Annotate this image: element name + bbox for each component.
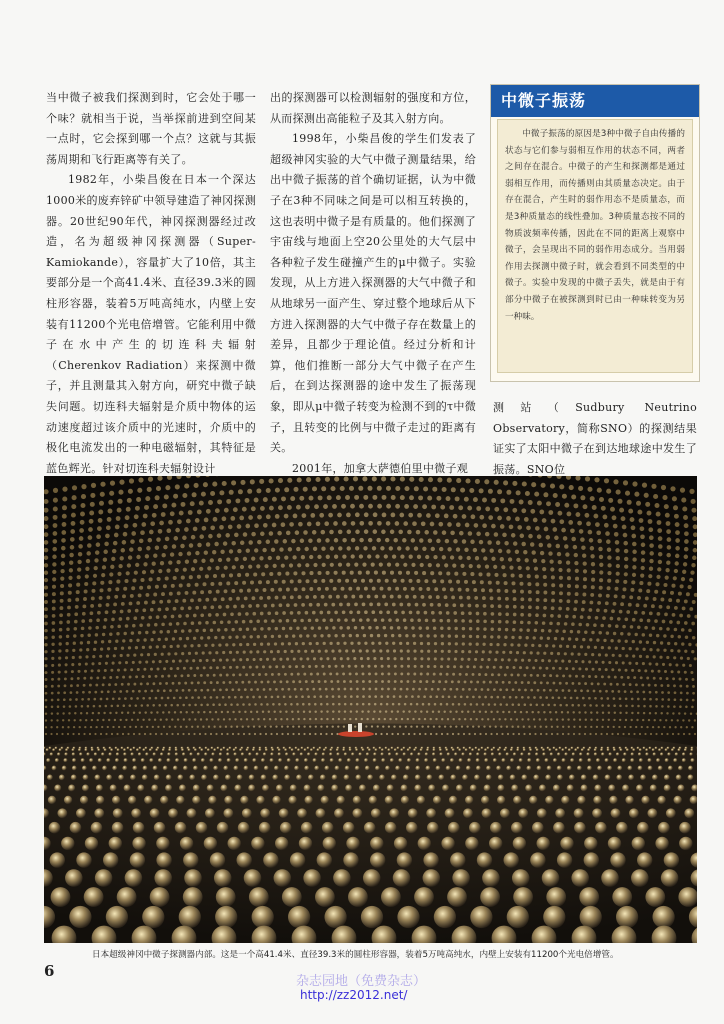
detector-photo-illustration	[44, 476, 697, 943]
paragraph: 2001年，加拿大萨德伯里中微子观	[292, 461, 469, 475]
paragraph: 测站（Sudbury Neutrino Observatory，简称SNO）的探测结果证实了太阳中微子在到达地球途中发生了振荡。SNO位	[493, 401, 697, 476]
article-column-3	[493, 398, 697, 480]
sidebar-body: 中微子振荡的原因是3种中微子自由传播的状态与它们参与弱相互作用的状态不同，两者之间存在混合。中微子的产生和探测都是通过弱相互作用，而传播则由其质量态决定。由于存在混合，产生时的弱作用态不是质量态，而是3种质量态的线性叠加。3种质量态按不同的物质波频率传播，因此在不同的距离上观察中微子，会呈现出不同的弱作用态成分。当用弱作用去探测中微子时，就会看到不同类型的中微子。实验中发现的中微子丢失，就是由于有部分中微子在被探测到时已由一种味转变为另一种味。	[497, 119, 693, 373]
paragraph: 1998年，小柴昌俊的学生们发表了超级神冈实验的大气中微子测量结果，给出中微子振荡的首个确切证据，认为中微子在3种不同味之间是可以相互转换的，这也表明中微子是有质量的。他们探测了宇宙线与地面上空20公里处的大气层中各种粒子发生碰撞产生的μ中微子。实验发现，从上方进入探测器的大气中微子和从地球另一面产生、穿过整个地球后从下方进入探测器的大气中微子存在数量上的差异，且都少于理论值。经过分析和计算，他们推断一部分大气中微子在产生后，在到达探测器的途中发生了振荡现象，即从μ中微子转变为检测不到的τ中微子，且转变的比例与中微子走过的距离有关。	[270, 132, 476, 455]
watermark-text: 杂志园地（免费杂志）	[296, 974, 427, 989]
paragraph: 出的探测器可以检测辐射的强度和方位，从而探测出高能粒子及其入射方向。	[270, 91, 476, 125]
sidebar-title: 中微子振荡	[491, 85, 699, 117]
paragraph: 当中微子被我们探测到时，它会处于哪一个味？就相当于说，当举探前进到空间某一点时，它会探到哪一个点？这就与其振荡周期和飞行距离等有关了。	[46, 91, 256, 166]
paragraph: 1982年，小柴昌俊在日本一个深达1000米的废弃锌矿中领导建造了神冈探测器。20世纪90年代，神冈探测器经过改造，名为超级神冈探测器（Super-Kamiokande），容量扩大了10倍，其主要部分是一个高41.4米、直径39.3米的圆柱形容器，装着5万吨高纯水，内壁上安装有11200个光电倍增管。它能利用中微子在水中产生的切连科夫辐射（Cherenkov Radiation）来探测中微子，并且测量其入射方向，研究中微子缺失问题。切连科夫辐射是介质中物体的运动速度超过该介质中的光速时，介质中的极化电流发出的一种电磁辐射，其特征是蓝色辉光。针对切连科夫辐射设计	[46, 173, 256, 475]
article-column-1	[46, 88, 256, 479]
sidebar-box	[490, 84, 700, 382]
article-column-2	[270, 88, 476, 479]
figure-caption: 日本超级神冈中微子探测器内部。这是一个高41.4米、直径39.3米的圆柱形容器，装着5万吨高纯水，内壁上安装有11200个光电倍增管。	[92, 950, 619, 960]
detector-photo	[44, 476, 697, 943]
page-number: 6	[44, 962, 55, 980]
watermark-url[interactable]: http://zz2012.net/	[300, 988, 408, 1002]
